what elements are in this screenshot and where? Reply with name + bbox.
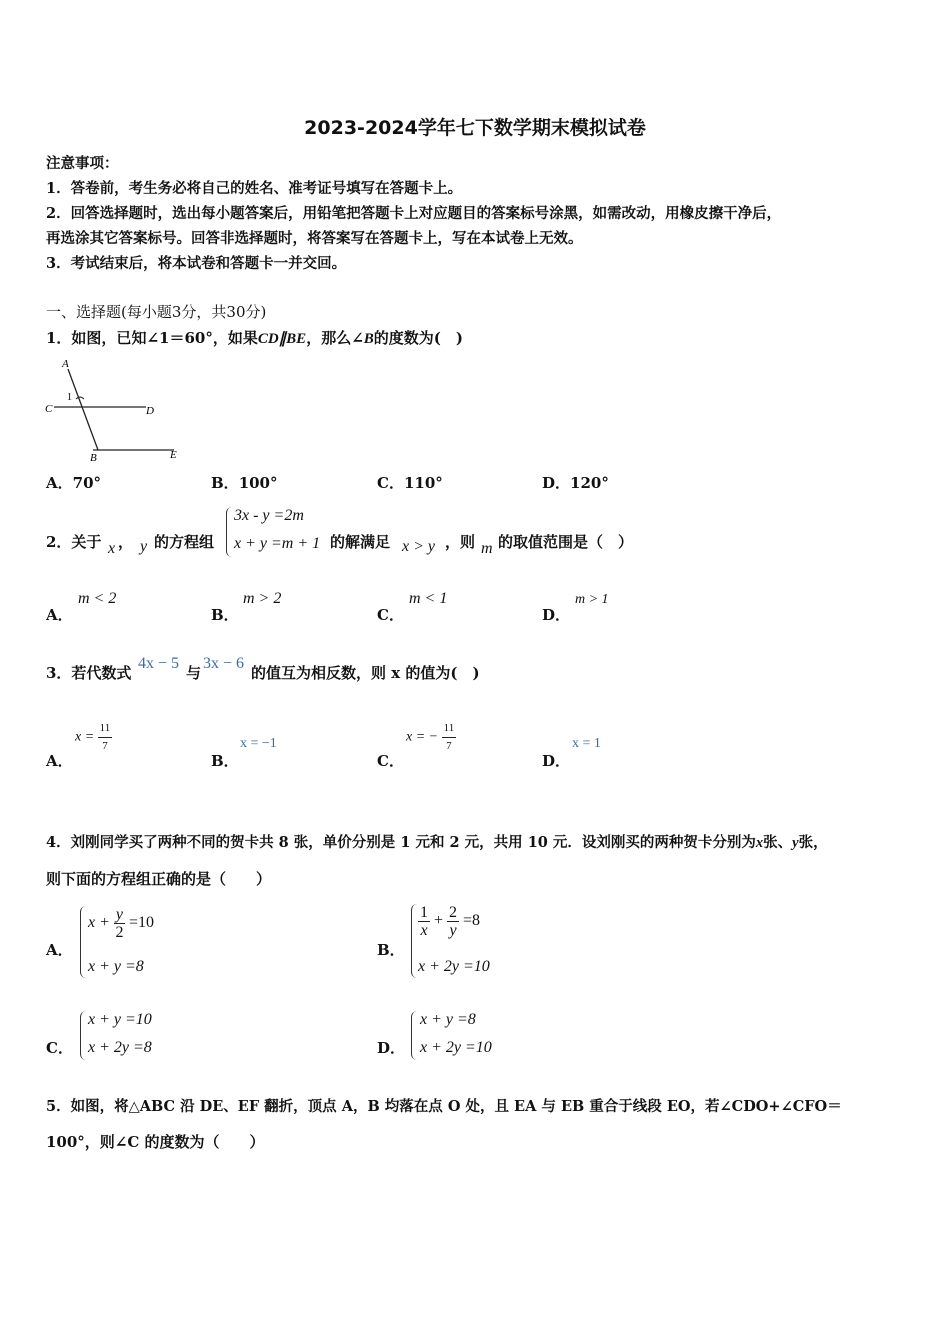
q2-var-y: y — [140, 538, 148, 555]
q2-brace — [226, 507, 232, 557]
q4-option-d-brace — [411, 1011, 417, 1060]
q2-mid: 的方程组 — [154, 533, 215, 551]
label-c: C — [45, 403, 53, 415]
q2-option-d-letter: D． — [542, 606, 571, 624]
q4-option-b-brace — [411, 904, 417, 978]
notes-heading: 注意事项： — [46, 155, 119, 172]
q2-var-m: m — [481, 540, 493, 557]
q2-eq2: x + y =m + 1 — [234, 535, 321, 552]
q4-option-d-eq2: x + 2y =10 — [420, 1039, 492, 1056]
q5-line-1: 5．如图，将△ABC 沿 DE、EF 翻折，顶点 A，B 均落在点 O 处，且 EA 与 EB 重合于线段 EO，若∠CDO+∠CFO＝ — [46, 1098, 842, 1115]
q4-option-c-brace — [80, 1011, 86, 1060]
q3-option-b-value: x = −1 — [240, 736, 277, 751]
q4-option-b-eq1: $\frac{1}{x}$ + $\frac{2}{y}$ =8 — [420, 904, 481, 939]
note-item-3: 3．考试结束后，将本试卷和答题卡一并交回。 — [46, 255, 347, 272]
q2-then: ，则 — [445, 533, 476, 551]
q2-cond: x > y — [402, 538, 435, 555]
q5-line-2: 100°，则∠C 的度数为（ ） — [46, 1133, 265, 1151]
q4-line-1: 4．刘刚同学买了两种不同的贺卡共 8 张，单价分别是 1 元和 2 元，共用 10 元．设刘刚买的两种贺卡分别为x张、y张， — [46, 834, 828, 851]
note-item-2: 2．回答选择题时，选出每小题答案后，用铅笔把答题卡上对应题目的答案标号涂黑，如需改动，用橡皮擦干净后， — [46, 205, 782, 222]
q2-option-c-value: m < 1 — [409, 590, 448, 607]
note-item-2-cont: 再选涂其它答案标号。回答非选择题时，将答案写在答题卡上，写在本试卷上无效。 — [46, 230, 583, 247]
label-a: A — [62, 358, 69, 370]
q3-option-d-value: x = 1 — [572, 736, 601, 751]
angle-1-arc — [76, 397, 84, 399]
q4-line-2: 则下面的方程组正确的是（ ） — [46, 870, 272, 888]
q1-option-a: A．70° — [46, 474, 102, 492]
q3-option-b-letter: B． — [211, 752, 239, 770]
q3-option-c-letter: C． — [377, 752, 404, 770]
q2-suffix: 的取值范围是（ ） — [498, 533, 634, 551]
q4-option-c-letter: C． — [46, 1039, 73, 1057]
note-item-1: 1．答卷前，考生务必将自己的姓名、准考证号填写在答题卡上。 — [46, 180, 463, 197]
q2-option-c-letter: C． — [377, 606, 404, 624]
q2-option-d-value: m > 1 — [575, 592, 609, 607]
q2-option-a-letter: A． — [46, 606, 73, 624]
section-heading: 一、选择题(每小题3分，共30分) — [46, 303, 267, 321]
q2-option-a-value: m < 2 — [78, 590, 117, 607]
q4-option-a-brace — [80, 906, 86, 978]
q4-option-b-eq2: x + 2y =10 — [418, 958, 490, 975]
q4-option-a-letter: A． — [46, 941, 73, 959]
q3-expr2: 3x − 6 — [203, 655, 245, 672]
q2-var-x: x — [108, 540, 116, 557]
label-angle-1: 1 — [67, 392, 72, 403]
q3-and: 与 — [186, 664, 202, 682]
q3-option-a-value: x = $\frac{11}{7}$ — [75, 722, 111, 752]
question-1 — [46, 327, 463, 348]
q1-option-c: C．110° — [377, 474, 443, 492]
q4-option-a-eq1: x + $\frac{y}{2}$ =10 — [88, 906, 155, 941]
q4-option-c-eq1: x + y =10 — [88, 1011, 152, 1028]
q1-option-d: D．120° — [542, 474, 609, 492]
q1-text-b: ，那么∠ — [306, 329, 364, 347]
q1-condition: CD∥BE — [257, 331, 307, 347]
q4-option-c-eq2: x + 2y =8 — [88, 1039, 152, 1056]
q3-option-c-value: x = − $\frac{11}{7}$ — [406, 722, 455, 752]
label-b: B — [90, 452, 97, 464]
q3-option-d-letter: D． — [542, 752, 571, 770]
q4-option-d-letter: D． — [377, 1039, 406, 1057]
q3-option-a-letter: A． — [46, 752, 73, 770]
transversal-line — [68, 369, 98, 450]
q2-option-b-value: m > 2 — [243, 590, 282, 607]
q1-angle: B — [363, 331, 374, 347]
q3-prefix: 3．若代数式 — [46, 664, 132, 682]
q4-option-a-eq2: x + y =8 — [88, 958, 144, 975]
q2-eq1: 3x - y =2m — [234, 507, 304, 524]
q1-text-c: 的度数为( ) — [373, 329, 463, 347]
q4-option-b-letter: B． — [377, 941, 405, 959]
label-d: D — [146, 405, 154, 417]
q4-option-d-eq1: x + y =8 — [420, 1011, 476, 1028]
q2-comma: ， — [118, 533, 134, 551]
label-e: E — [170, 449, 177, 461]
page-title: 2023-2024学年七下数学期末模拟试卷 — [304, 117, 646, 139]
q3-expr1: 4x − 5 — [138, 655, 180, 672]
q3-suffix: 的值互为相反数，则 x 的值为( ) — [251, 664, 480, 682]
q1-text-a: 1．如图，已知∠1＝60°，如果 — [46, 329, 258, 347]
q2-prefix: 2．关于 — [46, 533, 102, 551]
q1-option-b: B．100° — [211, 474, 278, 492]
q2-sol: 的解满足 — [330, 533, 391, 551]
q2-option-b-letter: B． — [211, 606, 239, 624]
q1-figure — [40, 355, 190, 465]
